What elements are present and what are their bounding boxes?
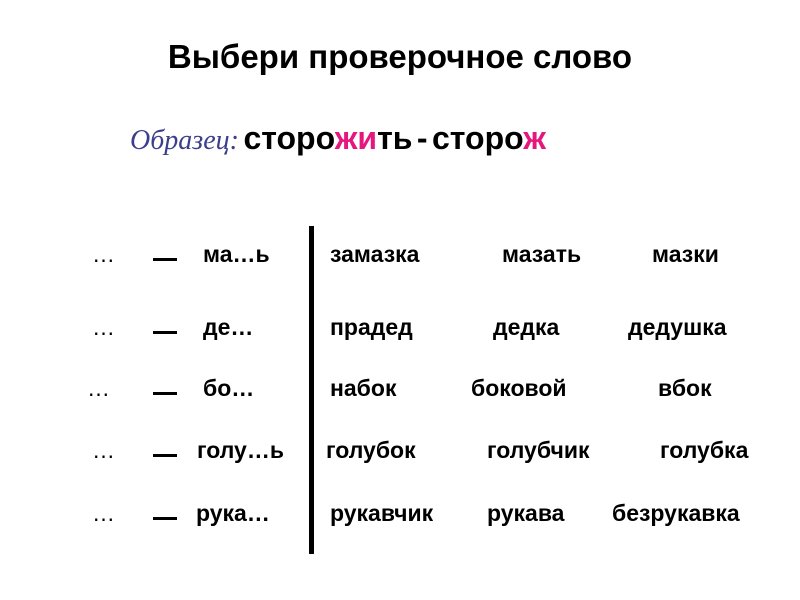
task-word: голу…ь	[197, 437, 284, 463]
exercise-row	[0, 493, 800, 533]
option-word[interactable]: голубчик	[487, 437, 590, 463]
option-word[interactable]: дедка	[493, 314, 560, 340]
option-word[interactable]: набок	[330, 375, 397, 401]
option-word[interactable]: мазки	[652, 241, 719, 267]
option-word[interactable]: боковой	[471, 375, 567, 401]
sample-line	[130, 120, 546, 157]
exercise-row	[0, 368, 800, 408]
option-word[interactable]: мазать	[502, 241, 582, 267]
task-word: рука…	[196, 500, 270, 526]
option-word[interactable]: голубок	[326, 437, 416, 463]
dots-placeholder: …	[92, 500, 115, 526]
option-word[interactable]: рукава	[487, 500, 565, 526]
task-word: бо…	[203, 375, 255, 401]
exercise-row	[0, 307, 800, 347]
sample-word-verb: сторожить	[243, 120, 413, 156]
task-word: де…	[203, 314, 254, 340]
sample-highlight: ж	[523, 120, 546, 156]
dots-placeholder: …	[92, 314, 115, 340]
option-word[interactable]: прадед	[330, 314, 413, 340]
answer-blank[interactable]	[153, 392, 177, 395]
sample-highlight: жи	[334, 120, 378, 156]
dots-placeholder: …	[92, 241, 115, 267]
answer-blank[interactable]	[153, 454, 177, 457]
page-title: Выбери проверочное слово	[167, 38, 633, 75]
sample-word-noun: сторож	[431, 120, 546, 156]
option-word[interactable]: дедушка	[628, 314, 727, 340]
option-word[interactable]: замазка	[330, 241, 420, 267]
exercise-row	[0, 234, 800, 274]
dots-placeholder: …	[92, 437, 115, 463]
dots-placeholder: …	[87, 375, 110, 401]
answer-blank[interactable]	[153, 258, 177, 261]
option-word[interactable]: вбок	[658, 375, 712, 401]
exercise-row	[0, 430, 800, 470]
option-word[interactable]: безрукавка	[612, 500, 740, 526]
sample-label: Образец:	[130, 125, 239, 156]
answer-blank[interactable]	[153, 331, 177, 334]
option-word[interactable]: голубка	[660, 437, 749, 463]
task-word: ма…ь	[203, 241, 270, 267]
answer-blank[interactable]	[153, 517, 177, 520]
sample-dash: -	[416, 120, 428, 156]
option-word[interactable]: рукавчик	[330, 500, 434, 526]
